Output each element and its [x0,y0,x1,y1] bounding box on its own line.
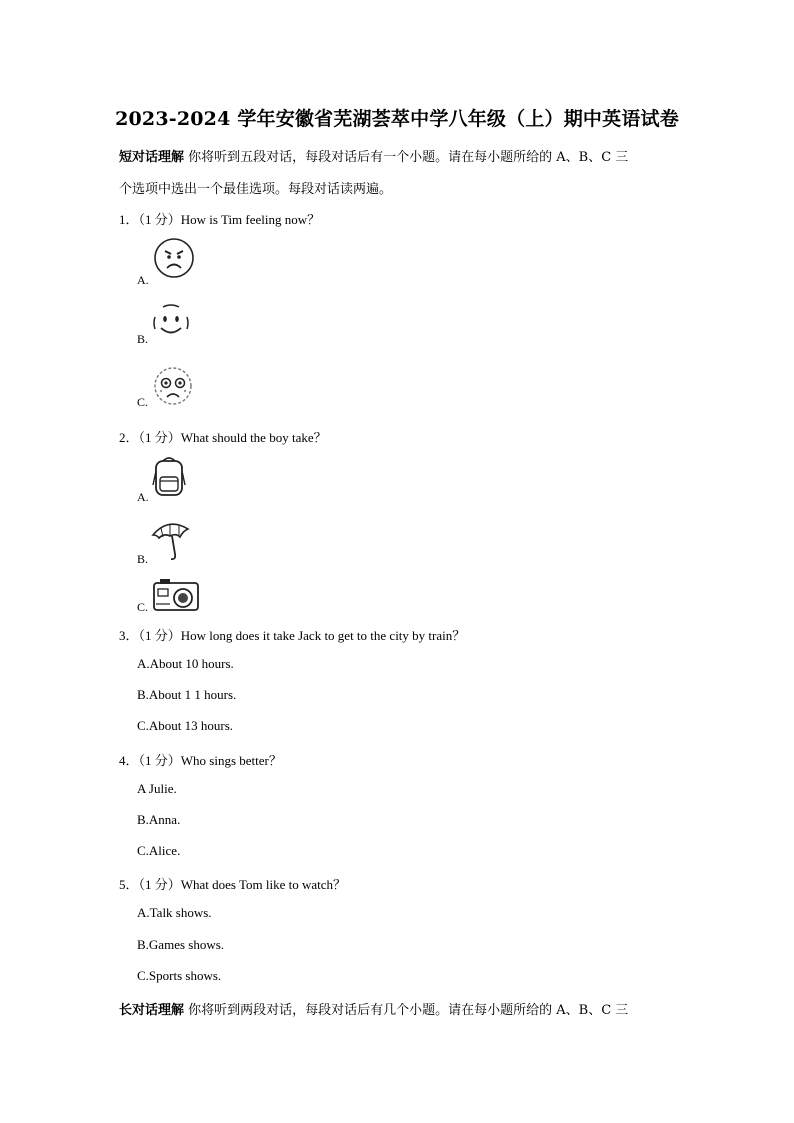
q3-option-a: A.About 10 hours. [137,656,234,671]
q3-option-c: C.About 13 hours. [137,718,234,733]
q2-option-b-label: B. [137,552,149,566]
q4-option-b: B.Anna. [137,812,181,827]
q4-option-a: A Julie. [137,781,177,796]
q5-option-c: C.Sports shows. [137,968,222,983]
camera-icon [152,577,200,613]
q2-option-a-label: A. [137,490,149,504]
question-5: 5．（1 分）What does Tom like to watch？ [119,877,347,892]
crying-face-icon [153,364,193,408]
smiling-face-icon [151,302,191,344]
section2-instruction-text: 你将听到两段对话，每段对话后有几个小题。请在每小题所给的 A、B、C 三 [184,1003,629,1018]
angry-face-icon [153,237,195,279]
question-3: 3．（1 分）How long does it take Jack to get to the city by train？ [119,628,466,643]
q1-option-a-label: A. [137,273,149,287]
q1-option-b-label: B. [137,332,149,346]
section2-instruction-line1 [119,999,628,1018]
question-1: 1．（1 分）How is Tim feeling now？ [119,212,321,227]
question-4: 4．（1 分）Who sings better？ [119,753,282,768]
section1-instruction-line1 [119,146,628,165]
umbrella-icon [150,519,192,563]
q4-option-c: C.Alice. [137,843,181,858]
section2-heading: 长对话理解 [119,1003,185,1018]
q2-option-c-label: C. [137,600,149,614]
section1-heading: 短对话理解 [119,150,185,165]
section1-instruction-line2: 个选项中选出一个最佳选项。每段对话读两遍。 [119,182,393,197]
q5-option-b: B.Games shows. [137,937,225,952]
page-title: 2023-2024 学年安徽省芜湖荟萃中学八年级（上）期中英语试卷 [115,108,679,130]
backpack-icon [150,455,188,499]
q1-option-c-label: C. [137,395,149,409]
section1-instruction-text: 你将听到五段对话，每段对话后有一个小题。请在每小题所给的 A、B、C 三 [184,150,629,165]
q5-option-a: A.Talk shows. [137,905,212,920]
q3-option-b: B.About 1 1 hours. [137,687,237,702]
question-2: 2．（1 分）What should the boy take？ [119,430,327,445]
